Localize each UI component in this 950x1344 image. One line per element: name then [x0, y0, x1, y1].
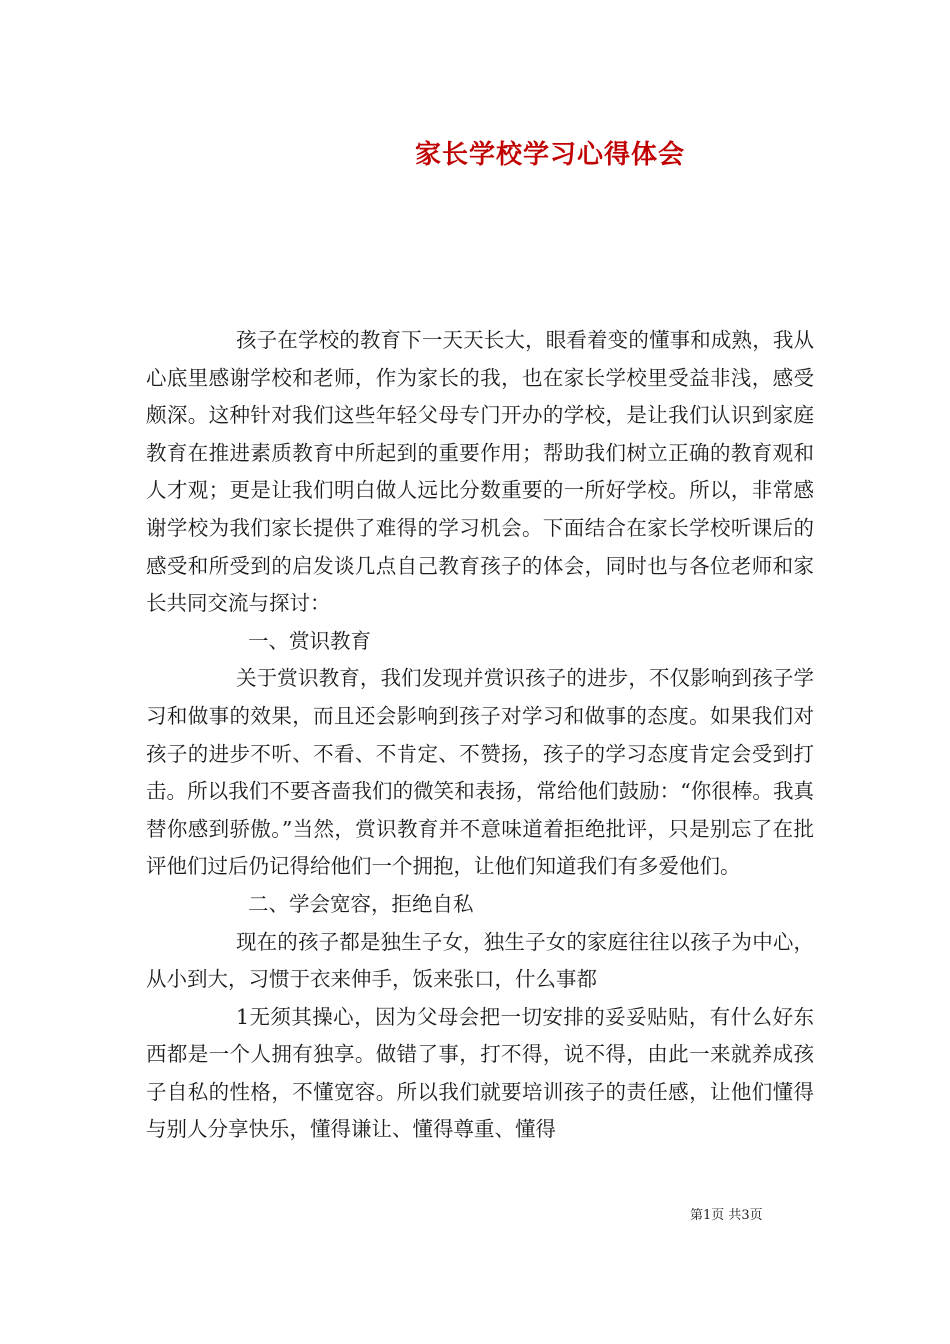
paragraph: 1无须其操心，因为父母会把一切安排的妥妥贴贴，有什么好东西都是一个人拥有独享。做错了事，打不得，说不得，由此一来就养成孩子自私的性格，不懂宽容。所以我们就要培训孩子的责任感，让他们懂得与别人分享快乐，懂得谦让、懂得尊重、懂得 — [146, 1004, 814, 1142]
paragraph: 关于赏识教育，我们发现并赏识孩子的进步，不仅影响到孩子学习和做事的效果，而且还会影响到孩子对学习和做事的态度。如果我们对孩子的进步不听、不看、不肯定、不赞扬，孩子的学习态度肯定会受到打击。所以我们不要吝啬我们的微笑和表扬，常给他们鼓励：“你很棒。我真替你感到骄傲。”当然，赏识教育并不意味道着拒绝批评，只是别忘了在批评他们过后仍记得给他们一个拥抱，让他们知道我们有多爱他们。 — [146, 666, 814, 879]
paragraph: 孩子在学校的教育下一天天长大，眼看着变的懂事和成熟，我从心底里感谢学校和老师，作为家长的我，也在家长学校里受益非浅，感受颇深。这种针对我们这些年轻父母专门开办的学校，是让我们认识到家庭教育在推进素质教育中所起到的重要作用；帮助我们树立正确的教育观和人才观；更是让我们明白做人远比分数重要的一所好学校。所以，非常感谢学校为我们家长提供了难得的学习机会。下面结合在家长学校听课后的感受和所受到的启发谈几点自己教育孩子的体会，同时也与各位老师和家长共同交流与探讨： — [146, 328, 814, 616]
paragraph: 现在的孩子都是独生子女，独生子女的家庭往往以孩子为中心，从小到大，习惯于衣来伸手，饭来张口，什么事都 — [146, 929, 814, 992]
body-text — [146, 322, 814, 1149]
section-heading: 一、赏识教育 — [248, 628, 371, 653]
page-number: 第1页 共3页 — [690, 1208, 763, 1223]
page-title: 家长学校学习心得体会 — [414, 140, 685, 170]
section-heading: 二、学会宽容，拒绝自私 — [248, 891, 474, 916]
